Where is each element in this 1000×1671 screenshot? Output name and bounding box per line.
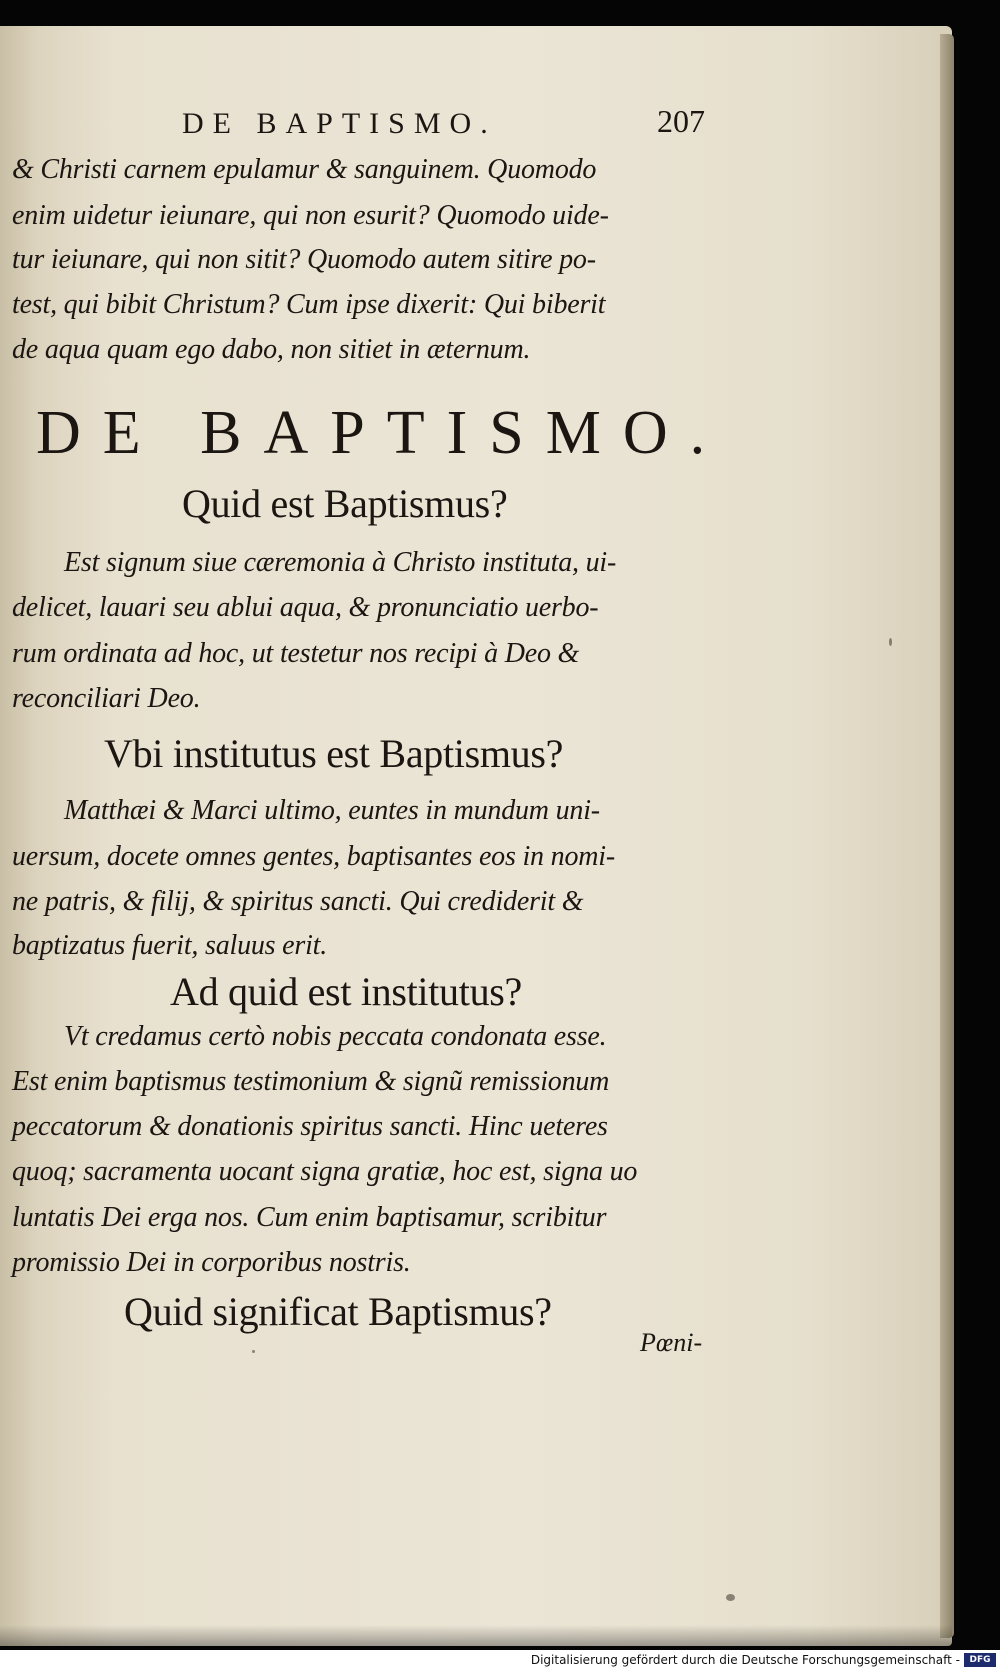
body-line: uersum, docete omnes gentes, baptisantes eos in nomi- xyxy=(12,841,615,872)
body-line: Vt credamus certò nobis peccata condonata esse. xyxy=(64,1021,607,1052)
body-line: & Christi carnem epulamur & sanguinem. Quomodo xyxy=(12,154,597,185)
running-head: DE BAPTISMO. xyxy=(182,107,497,140)
catchword: Pœni- xyxy=(640,1328,703,1357)
body-line: peccatorum & donationis spiritus sancti. Hinc ueteres xyxy=(12,1111,608,1142)
paper-speck xyxy=(889,638,892,646)
body-line: enim uidetur ieiunare, qui non esurit? Quomodo uide- xyxy=(12,200,609,231)
body-line: promissio Dei in corporibus nostris. xyxy=(12,1247,411,1278)
question-heading: Vbi institutus est Baptismus? xyxy=(104,731,564,776)
paper-speck xyxy=(252,1350,255,1353)
section-title: DE BAPTISMO. xyxy=(36,399,728,467)
page-edge xyxy=(940,34,954,1638)
footer-bar xyxy=(0,1650,1000,1671)
dfg-logo: DFG xyxy=(964,1653,996,1667)
body-line: baptizatus fuerit, saluus erit. xyxy=(12,930,328,961)
body-line: Matthæi & Marci ultimo, euntes in mundum uni- xyxy=(64,795,600,826)
body-line: delicet, lauari seu ablui aqua, & pronunciatio uerbo- xyxy=(12,592,599,623)
paper-speck xyxy=(726,1594,735,1601)
body-line: Est enim baptismus testimonium & signũ remissionum xyxy=(12,1066,610,1097)
body-line: de aqua quam ego dabo, non sitiet in æternum. xyxy=(12,334,531,365)
footer-credit: Digitalisierung gefördert durch die Deutsche Forschungsgemeinschaft - xyxy=(530,1653,960,1667)
body-line: luntatis Dei erga nos. Cum enim baptisamur, scribitur xyxy=(12,1202,607,1233)
question-heading: Ad quid est institutus? xyxy=(170,969,522,1014)
page-number: 207 xyxy=(657,103,705,139)
body-line: tur ieiunare, qui non sitit? Quomodo autem sitire po- xyxy=(12,244,596,275)
page-shadow xyxy=(0,1625,952,1647)
body-line: reconciliari Deo. xyxy=(12,683,201,714)
question-heading: Quid est Baptismus? xyxy=(182,481,508,526)
body-line: ne patris, & filij, & spiritus sancti. Qui crediderit & xyxy=(12,886,584,917)
body-line: Est signum siue cæremonia à Christo instituta, ui- xyxy=(64,547,617,578)
body-line: test, qui bibit Christum? Cum ipse dixerit: Qui biberit xyxy=(12,289,606,320)
body-line: quoq; sacramenta uocant signa gratiæ, hoc est, signa uo xyxy=(12,1156,638,1187)
question-heading: Quid significat Baptismus? xyxy=(124,1289,552,1334)
body-line: rum ordinata ad hoc, ut testetur nos recipi à Deo & xyxy=(12,638,580,669)
